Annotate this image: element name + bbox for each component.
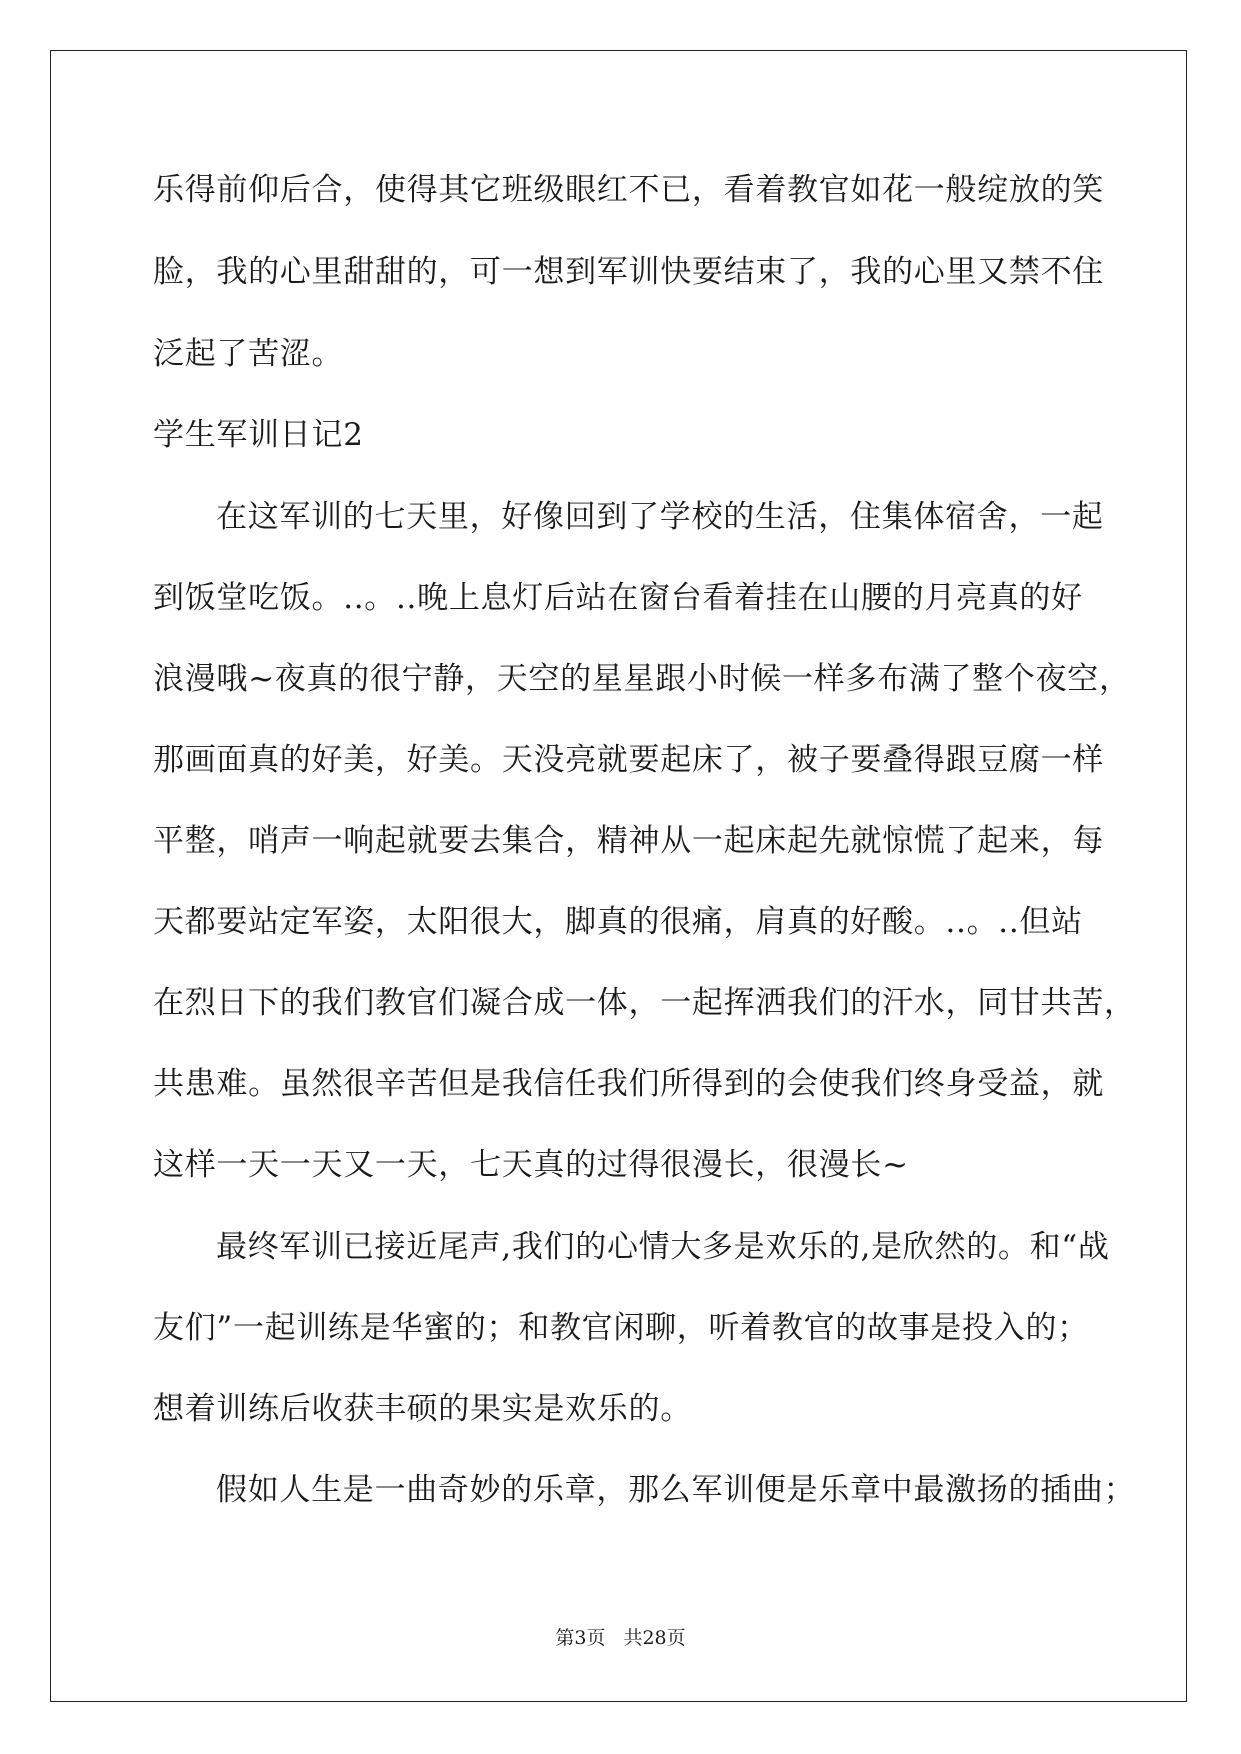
- page-number: 第3页: [555, 1627, 606, 1649]
- text-line: 到饭堂吃饭。..。..晚上息灯后站在窗台看着挂在山腰的月亮真的好: [153, 580, 1083, 616]
- page-footer: [0, 1624, 1241, 1652]
- text-line: 想着训练后收获丰硕的果实是欢乐的。: [153, 1391, 692, 1427]
- text-line: 假如人生是一曲奇妙的乐章，那么军训便是乐章中最激扬的插曲；: [216, 1472, 1136, 1508]
- text-line: 天都要站定军姿，太阳很大，脚真的很痛，肩真的好酸。..。..但站: [153, 904, 1083, 940]
- text-line: 平整，哨声一响起就要去集合，精神从一起床起先就惊慌了起来，每: [153, 823, 1104, 859]
- text-line: 乐得前仰后合，使得其它班级眼红不已，看着教官如花一般绽放的笑: [153, 172, 1104, 208]
- page-border: [50, 50, 1187, 1702]
- text-line: 在这军训的七天里，好像回到了学校的生活，住集体宿舍，一起: [216, 499, 1104, 535]
- text-line: 在烈日下的我们教官们凝合成一体，一起挥洒我们的汗水，同甘共苦，: [153, 985, 1136, 1021]
- text-line: 共患难。虽然很辛苦但是我信任我们所得到的会使我们终身受益，就: [153, 1066, 1104, 1102]
- text-line: 友们”一起训练是华蜜的；和教官闲聊，听着教官的故事是投入的；: [153, 1310, 1089, 1346]
- text-line: 脸，我的心里甜甜的，可一想到军训快要结束了，我的心里又禁不住: [153, 254, 1104, 290]
- text-line: 这样一天一天又一天，七天真的过得很漫长，很漫长~: [153, 1147, 909, 1183]
- text-line: 最终军训已接近尾声,我们的心情大多是欢乐的,是欣然的。和“战: [216, 1229, 1110, 1265]
- text-line: 浪漫哦~夜真的很宁静，天空的星星跟小时候一样多布满了整个夜空，: [153, 661, 1131, 697]
- page-total: 共28页: [623, 1627, 686, 1649]
- text-line: 那画面真的好美，好美。天没亮就要起床了，被子要叠得跟豆腐一样: [153, 742, 1104, 778]
- section-heading: 学生军训日记2: [153, 417, 364, 453]
- text-line: 泛起了苦涩。: [153, 336, 344, 372]
